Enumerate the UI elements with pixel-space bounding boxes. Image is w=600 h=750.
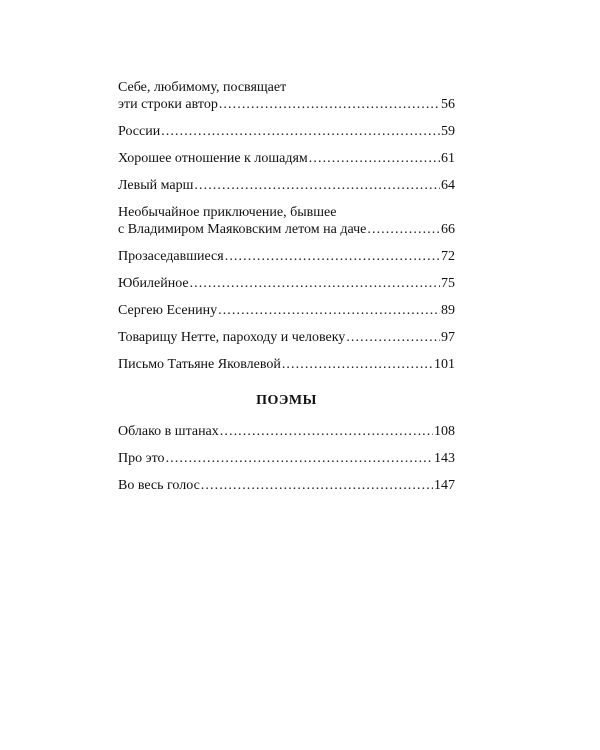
toc-entry-leader-row <box>118 275 455 292</box>
dot-leader <box>282 356 433 373</box>
toc-entry-page-number: 66 <box>441 222 455 237</box>
toc-entry-leader-row <box>118 477 455 494</box>
toc-entry-page-number: 147 <box>434 478 455 493</box>
toc-entry-page-number: 56 <box>441 97 455 112</box>
dot-leader <box>218 302 440 319</box>
toc-entry-title: Облако в штанах <box>118 424 219 439</box>
toc-entry-page-number: 64 <box>441 178 455 193</box>
toc-entry-title: эти строки автор <box>118 97 218 112</box>
toc-entry-leader-row <box>118 450 455 467</box>
toc-entry-leader-row <box>118 123 455 140</box>
dot-leader <box>225 248 440 265</box>
toc-entry <box>118 123 455 140</box>
dot-leader <box>190 275 440 292</box>
toc-entry <box>118 450 455 467</box>
dot-leader <box>194 177 440 194</box>
toc-entry-leader-row <box>118 177 455 194</box>
dot-leader <box>220 423 433 440</box>
dot-leader <box>219 96 440 113</box>
toc-entry <box>118 248 455 265</box>
toc-entry-page-number: 108 <box>434 424 455 439</box>
toc-entry-title-line: Необычайное приключение, бывшее <box>118 205 337 220</box>
toc-entry-leader-row <box>118 96 455 113</box>
dot-leader <box>161 123 440 140</box>
toc-entry-title: с Владимиром Маяковским летом на даче <box>118 222 367 237</box>
toc-entry-title: Прозаседавшиеся <box>118 249 224 264</box>
dot-leader <box>166 450 433 467</box>
section-heading: ПОЭМЫ <box>256 393 317 408</box>
dot-leader <box>309 150 440 167</box>
toc-entry-title: России <box>118 124 161 139</box>
toc-entry-title: Про это <box>118 451 165 466</box>
toc-entry <box>118 302 455 319</box>
toc-entry <box>118 329 455 346</box>
toc-entry-title: Во весь голос <box>118 478 200 493</box>
toc-entry-leader-row <box>118 150 455 167</box>
toc-entry-title: Товарищу Нетте, пароходу и человеку <box>118 330 346 345</box>
toc-list-long-poems <box>118 423 455 494</box>
toc-entry-title: Хорошее отношение к лошадям <box>118 151 308 166</box>
toc-entry <box>118 423 455 440</box>
toc-entry-page-number: 97 <box>441 330 455 345</box>
toc-entry <box>118 79 455 113</box>
toc-entry <box>118 150 455 167</box>
toc-entry-leader-row <box>118 356 455 373</box>
toc-entry-page-number: 59 <box>441 124 455 139</box>
toc-entry-page-number: 89 <box>441 303 455 318</box>
toc-entry-page-number: 75 <box>441 276 455 291</box>
toc-entry-leader-row <box>118 423 455 440</box>
toc-entry <box>118 204 455 238</box>
toc-entry-leader-row <box>118 221 455 238</box>
toc-entry-leader-row <box>118 302 455 319</box>
toc-entry-leader-row <box>118 248 455 265</box>
toc-entry-page-number: 61 <box>441 151 455 166</box>
toc-entry <box>118 356 455 373</box>
dot-leader <box>367 221 440 238</box>
dot-leader <box>346 329 440 346</box>
toc-list-poems <box>118 79 455 373</box>
table-of-contents <box>118 79 455 504</box>
toc-entry-page-number: 143 <box>434 451 455 466</box>
toc-entry <box>118 275 455 292</box>
dot-leader <box>201 477 433 494</box>
toc-entry-page-number: 101 <box>434 357 455 372</box>
toc-entry-leader-row <box>118 329 455 346</box>
toc-entry-page-number: 72 <box>441 249 455 264</box>
toc-entry-title-line: Себе, любимому, посвящает <box>118 80 287 95</box>
toc-entry-title: Левый марш <box>118 178 194 193</box>
toc-entry <box>118 177 455 194</box>
toc-entry-title: Сергею Есенину <box>118 303 218 318</box>
toc-entry <box>118 477 455 494</box>
toc-entry-title: Юбилейное <box>118 276 189 291</box>
toc-entry-title: Письмо Татьяне Яковлевой <box>118 357 281 372</box>
